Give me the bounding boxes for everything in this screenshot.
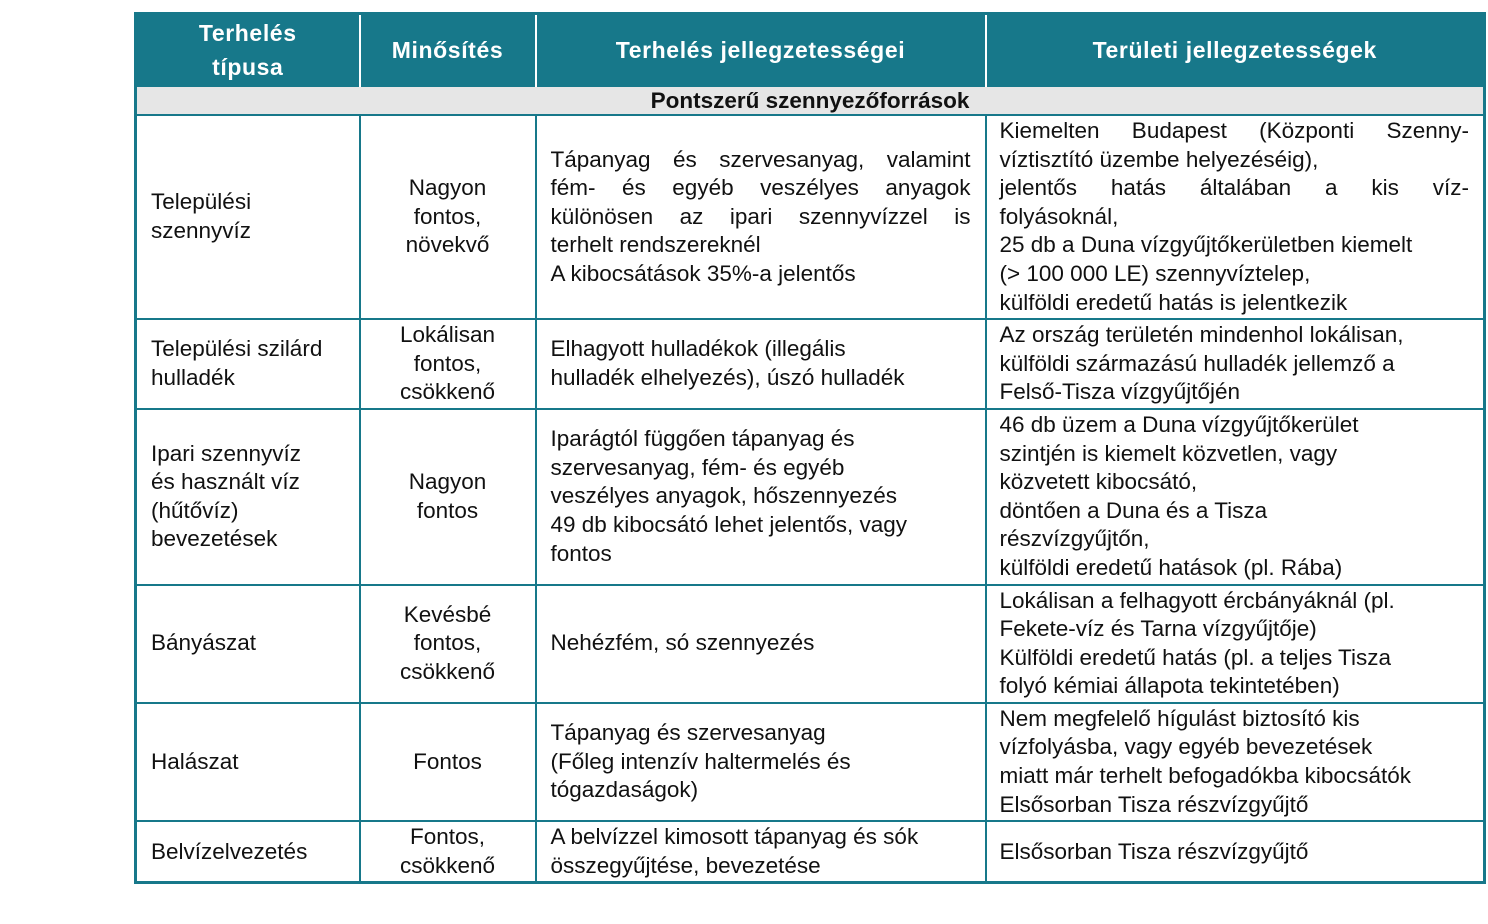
cell-rating: Fontos (360, 703, 536, 821)
cell-rating: Fontos, csökkenő (360, 821, 536, 883)
cell-area-characteristics: Kiemelten Budapest (Központi Szenny- víztisztító üzembe helyezéséig), jelentős hatás általában a kis víz- folyásoknál, 25 db a Duna vízgyűjtőkerületben kiemelt (> 100 000 LE) szennyvíztelep, külföldi eredetű hatás is jelentkezik (986, 115, 1485, 319)
table-row (136, 319, 1485, 409)
section-title: Pontszerű szennyezőforrások (136, 86, 1485, 115)
cell-load-type: Települési szennyvíz (136, 115, 360, 319)
cell-load-type: Halászat (136, 703, 360, 821)
section-row (136, 86, 1485, 115)
cell-rating: Kevésbé fontos, csökkenő (360, 585, 536, 703)
cell-load-type: Települési szilárd hulladék (136, 319, 360, 409)
cell-rating: Nagyon fontos (360, 409, 536, 585)
table-row (136, 703, 1485, 821)
table-row (136, 115, 1485, 319)
cell-load-characteristics: Nehézfém, só szennyezés (536, 585, 986, 703)
cell-area-characteristics: Az ország területén mindenhol lokálisan, külföldi származású hulladék jellemző a Felső-Tisza vízgyűjtőjén (986, 319, 1485, 409)
cell-rating: Lokálisan fontos, csökkenő (360, 319, 536, 409)
cell-load-characteristics: Iparágtól függően tápanyag és szervesanyag, fém- és egyéb veszélyes anyagok, hőszennyezés 49 db kibocsátó lehet jelentős, vagy fontos (536, 409, 986, 585)
cell-load-characteristics: A belvízzel kimosott tápanyag és sók összegyűjtése, bevezetése (536, 821, 986, 883)
header-load-type: Terhelés típusa (136, 14, 360, 87)
table-row (136, 585, 1485, 703)
cell-load-type: Bányászat (136, 585, 360, 703)
header-rating: Minősítés (360, 14, 536, 87)
cell-load-type: Belvízelvezetés (136, 821, 360, 883)
cell-area-characteristics: Elsősorban Tisza részvízgyűjtő (986, 821, 1485, 883)
table-row (136, 409, 1485, 585)
cell-load-characteristics: Tápanyag és szervesanyag (Főleg intenzív haltermelés és tógazdaságok) (536, 703, 986, 821)
cell-area-characteristics: Nem megfelelő hígulást biztosító kis vízfolyásba, vagy egyéb bevezetések miatt már terhelt befogadókba kibocsátók Elsősorban Tisza részvízgyűjtő (986, 703, 1485, 821)
header-load-characteristics: Terhelés jellegzetességei (536, 14, 986, 87)
cell-area-characteristics: Lokálisan a felhagyott ércbányáknál (pl. Fekete-víz és Tarna vízgyűjtője) Külföldi eredetű hatás (pl. a teljes Tisza folyó kémiai állapota tekintetében) (986, 585, 1485, 703)
cell-area-characteristics: 46 db üzem a Duna vízgyűjtőkerület szintjén is kiemelt közvetlen, vagy közvetett kibocsátó, döntően a Duna és a Tisza részvízgyűjtőn, külföldi eredetű hatások (pl. Rába) (986, 409, 1485, 585)
header-row (136, 14, 1485, 87)
cell-rating: Nagyon fontos, növekvő (360, 115, 536, 319)
cell-load-characteristics: Elhagyott hulladékok (illegális hulladék elhelyezés), úszó hulladék (536, 319, 986, 409)
header-area-characteristics: Területi jellegzetességek (986, 14, 1485, 87)
cell-load-characteristics: Tápanyag és szervesanyag, valamint fém- és egyéb veszélyes anyagok különösen az ipari szennyvízzel is terhelt rendszereknél A kibocsátások 35%-a jelentős (536, 115, 986, 319)
cell-load-type: Ipari szennyvíz és használt víz (hűtővíz) bevezetések (136, 409, 360, 585)
table-row (136, 821, 1485, 883)
pollution-sources-table (134, 12, 1486, 884)
